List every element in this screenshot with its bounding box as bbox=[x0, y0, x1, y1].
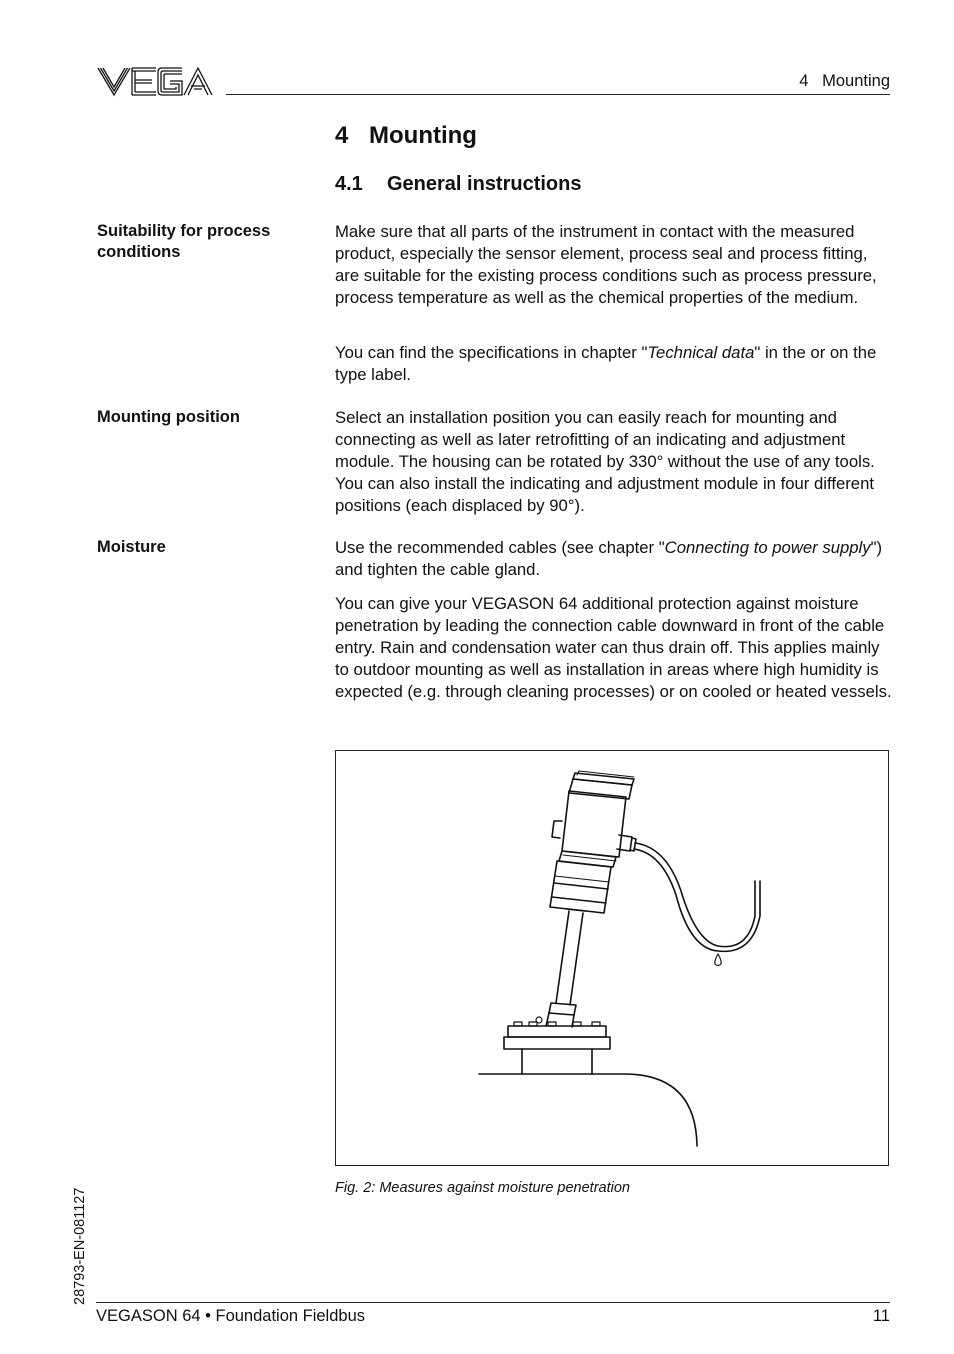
paragraph-suitability-1: Make sure that all parts of the instrument in contact with the measured product, especially the sensor element, process seal and process fitting, are suitable for the existing process conditions such as process pressure, process temperature as well as the chemical properties of the medium. bbox=[335, 222, 877, 307]
chapter-number: 4 bbox=[335, 122, 349, 149]
paragraph-suitability-2 bbox=[335, 342, 895, 386]
text-run: You can find the specifications in chapter " bbox=[335, 343, 648, 362]
figure-caption: Fig. 2: Measures against moisture penetration bbox=[335, 1180, 630, 1196]
text-run: ") and tighten the cable gland. bbox=[335, 538, 883, 579]
section-number: 4.1 bbox=[335, 173, 363, 195]
paragraph-moisture-2: You can give your VEGASON 64 additional protection against moisture penetration by leading the connection cable downward in front of the cable entry. Rain and condensation water can thus drain off. This applies mainly to outdoor mounting as well as installation in areas where high humidity is expected (e.g. through cleaning processes) or on cooled or heated vessels. bbox=[335, 594, 892, 701]
page-number: 11 bbox=[872, 1307, 890, 1325]
sensor-illustration bbox=[336, 751, 890, 1167]
vega-logo-icon bbox=[96, 64, 214, 98]
header-section-title: 4 Mounting bbox=[799, 72, 890, 90]
figure-moisture-protection bbox=[335, 750, 889, 1166]
header-rule bbox=[226, 94, 890, 95]
side-label-mounting-position: Mounting position bbox=[97, 408, 240, 426]
footer-rule bbox=[96, 1302, 890, 1303]
section-heading bbox=[335, 173, 582, 196]
side-label-suitability: Suitability for process conditions bbox=[97, 222, 271, 261]
chapter-heading bbox=[335, 122, 477, 150]
footer-product: VEGASON 64 • Foundation Fieldbus bbox=[96, 1307, 366, 1325]
chapter-reference: Technical data bbox=[647, 343, 755, 362]
paragraph-mounting-position: Select an installation position you can easily reach for mounting and connecting as well as later retrofitting of an indicating and adjustment module. The housing can be rotated by 330° without the use of any tools. You can also install the indicating and adjustment module in four different positions (each displaced by 90°). bbox=[335, 408, 875, 515]
document-id: 28793-EN-081127 bbox=[72, 1187, 88, 1305]
vega-logo bbox=[96, 64, 214, 98]
text-run: Use the recommended cables (see chapter " bbox=[335, 538, 665, 557]
paragraph-moisture-1 bbox=[335, 537, 895, 581]
text-run: " in the or on the type label. bbox=[335, 343, 877, 384]
vessel-outline bbox=[479, 1074, 697, 1146]
side-label-moisture: Moisture bbox=[97, 538, 166, 556]
section-title: General instructions bbox=[387, 173, 582, 195]
chapter-title: Mounting bbox=[369, 122, 477, 149]
chapter-reference: Connecting to power supply bbox=[664, 538, 871, 557]
